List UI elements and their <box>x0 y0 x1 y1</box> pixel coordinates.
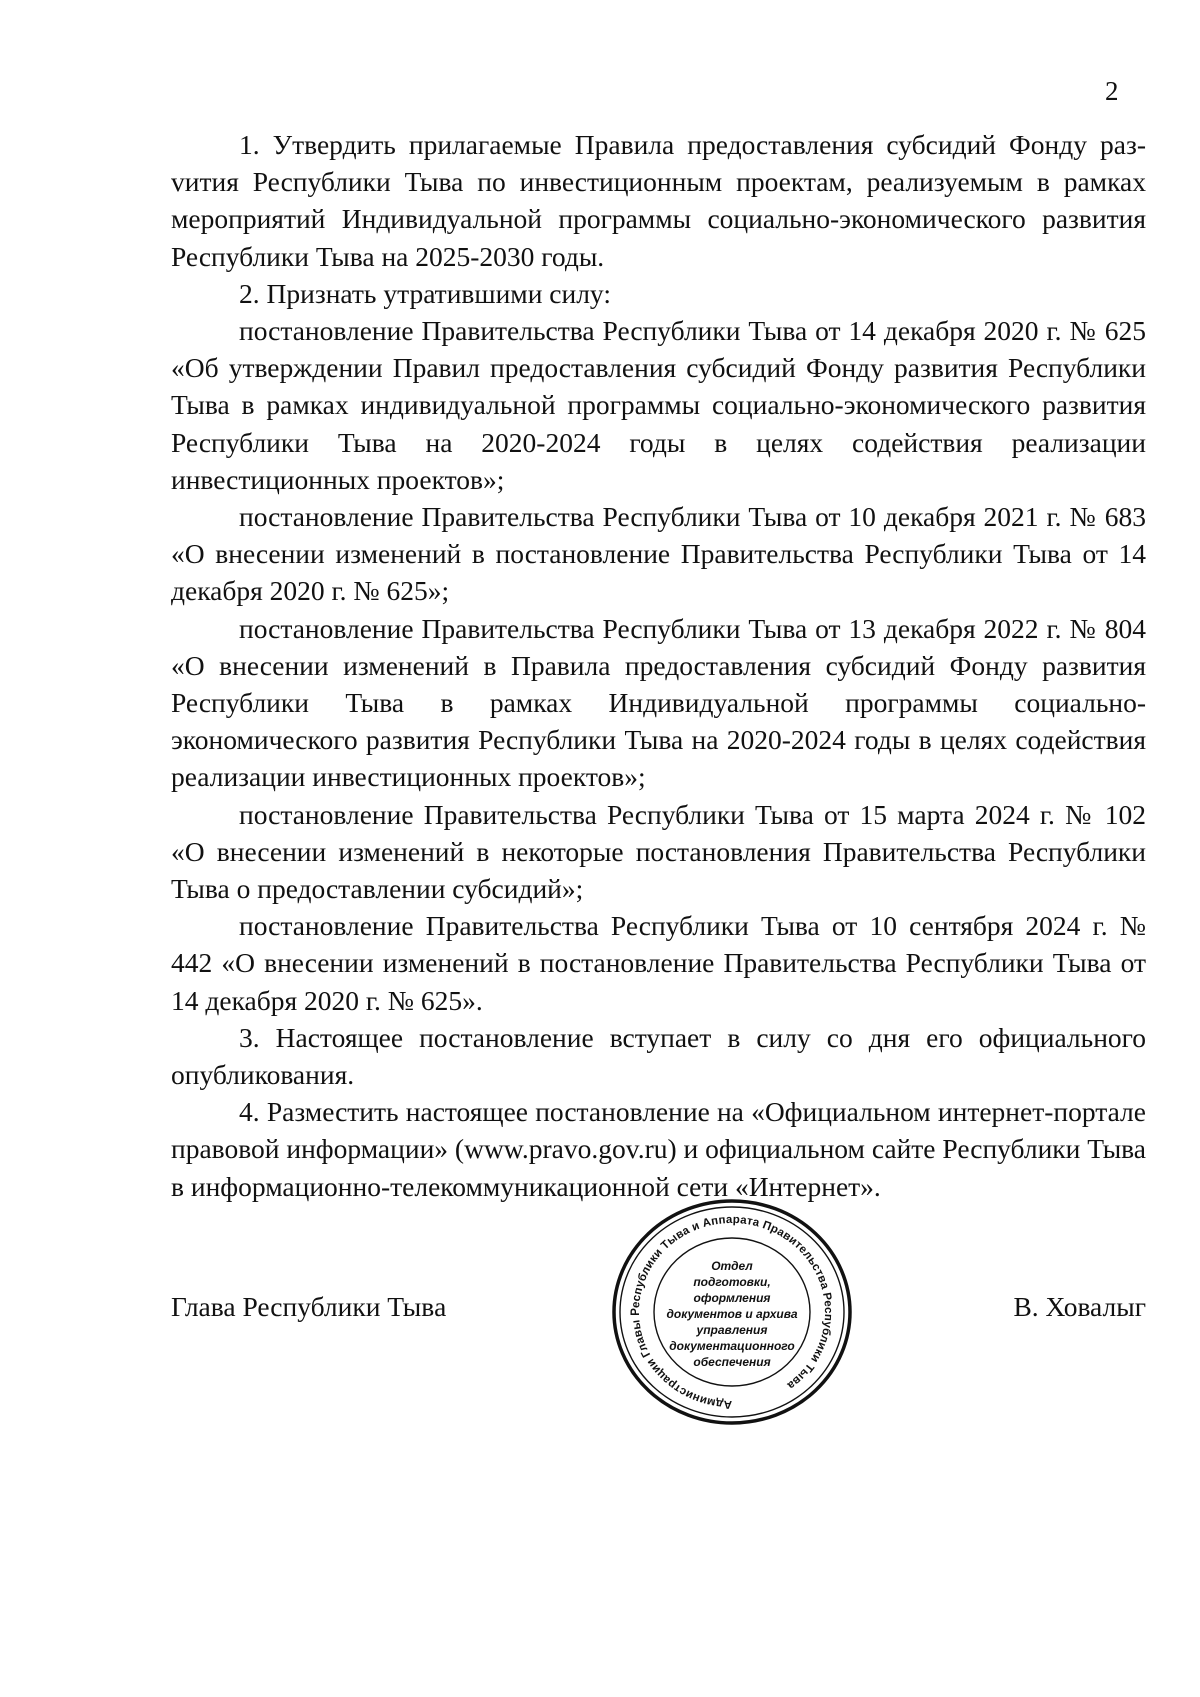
paragraph-8: 3. Настоящее постановление вступает в силу со дня его официального опубликования. <box>171 1021 1146 1091</box>
paragraph-1: 1. Утвердить прилагаемые Правила предоставления субсидий Фонду разvития Республики Тыва по инвестиционным проектам, реализуемым в рамках мероприятий Индивидуальной программы социально-экономического развития Республики Тыва на 2025-2030 годы. <box>171 129 1146 272</box>
paragraph-6: постановление Правительства Республики Тыва от 15 марта 2024 г. № 102 «О внесении изменений в некоторые постановления Правительства Республики Тыва о предоставлении субсидий»; <box>171 798 1146 905</box>
signatory-name: В. Ховалыг <box>1013 1291 1146 1322</box>
stamp-line-4: документов и архива <box>666 1307 798 1321</box>
paragraph-5: постановление Правительства Республики Тыва от 13 декабря 2022 г. № 804 «О внесении изменений в Правила предоставления субсидий Фонду развития Республики Тыва в рамках Индивидуальной программы социально-экономического развития Республики Тыва на 2020-2024 годы в целях содействия реализации инвестиционных проектов»; <box>171 612 1146 793</box>
stamp-line-1: Отдел <box>711 1259 753 1273</box>
stamp-line-7: обеспечения <box>693 1355 771 1369</box>
signatory-position: Глава Республики Тывa <box>171 1291 447 1322</box>
stamp-ring-text: Администрации Главы Республики Тыва и Аппарата Правительства Республики Тыва <box>630 1213 835 1411</box>
paragraph-9: 4. Разместить настоящее постановление на «Официальном интернет-портале правовой информации» (www.pravo.gov.ru) и официальном сайте Республики Тыва в информационно-телекоммуникационной сети «Интернет». <box>171 1096 1146 1202</box>
page-number: 2 <box>1105 76 1119 106</box>
paragraph-4: постановление Правительства Республики Тыва от 10 декабря 2021 г. № 683 «О внесении изменений в постановление Правительства Республики Тыва от 14 декабря 2020 г. № 625»; <box>171 501 1146 607</box>
stamp-line-2: подготовки, <box>693 1275 771 1289</box>
official-stamp <box>610 1198 854 1430</box>
document-body <box>171 126 1146 1205</box>
stamp-line-6: документационного <box>669 1339 795 1353</box>
stamp-line-3: оформления <box>693 1291 771 1305</box>
paragraph-3: постановление Правительства Республики Тыва от 14 декабря 2020 г. № 625 «Об утверждении Правил предоставления субсидий Фонду развития Республики Тыва в рамках индивидуальной программы социально-экономического развития Республики Тыва на 2020-2024 годы в целях содействия реализации инвестиционных проектов»; <box>171 315 1146 495</box>
stamp-line-5: управления <box>696 1323 768 1337</box>
paragraph-2: 2. Признать утратившими силу: <box>239 277 611 309</box>
paragraph-7: постановление Правительства Республики Тыва от 10 сентября 2024 г. № 442 «О внесении изменений в постановление Правительства Республики Тыва от 14 декабря 2020 г. № 625». <box>171 910 1146 1016</box>
